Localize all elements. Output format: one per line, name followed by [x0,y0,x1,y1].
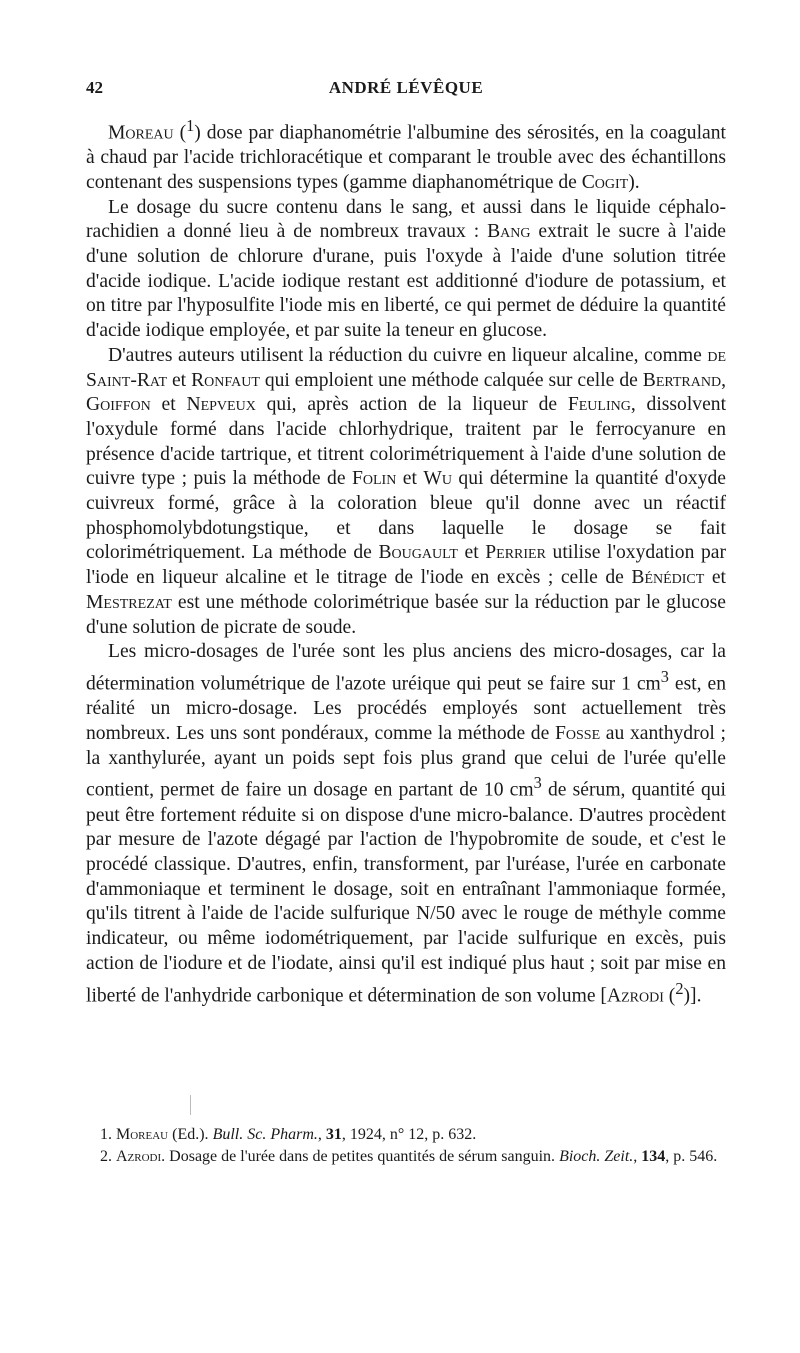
text-run: ). [628,171,640,193]
author-name: Ronfaut [191,369,260,391]
footnotes [86,1124,726,1168]
text-run: qui détermine la quantité d'oxyde cuivreux formé, grâce à la coloration bleue qu'il donne avec un réactif phosphomolybdotungstique, et dans laquelle le dosage se fait colorimétriquement. La méthode de [86,468,727,564]
text-run: et [704,567,726,589]
text-run: , [633,1148,642,1165]
paragraph [86,114,726,196]
author-name: Bertrand [642,369,722,391]
text-run: Bioch. Zeit. [559,1148,634,1165]
text-run: est une méthode colorimétrique basée sur la réduction par le glucose d'une solution de picrate de soude. [86,591,726,638]
text-run: ( [173,122,187,144]
author-name: Bougault [378,542,458,564]
author-name: Moreau [116,1126,169,1143]
author-name: Azrodi [606,985,664,1007]
text-run: qui, après action de la liqueur de [255,394,568,416]
paragraph [86,196,726,344]
footnote-ref: 3 [660,667,669,686]
text-run: , [317,1126,326,1143]
author-name: Mestrezat [86,591,172,613]
body-text [86,114,726,1009]
page-header [86,78,726,102]
text-run: qui emploient une méthode calquée sur celle de [259,369,643,391]
text-run: , [721,369,727,391]
text-run: et [457,542,486,564]
author-name: Cogit [581,171,629,193]
paragraph [86,344,726,640]
text-run: de sérum, quantité qui peut être fortement réduite si on dispose d'une micro-balance. D'autres procèdent par mesure de l'azote dégagé par l'action de l'hypobromite de soude, et c'est le procédé classique. D'autres, enfin, transforment, par l'uréase, l'urée en carbonate d'ammoniaque et terminent le dosage, soit en entraînant l'ammoniaque formée, qu'ils titrent à l'aide de l'acide sulfurique N/50 avec le rouge de méthyle comme indicateur, ou même iodométriquement, par l'acide sulfurique en excès, puis action de l'iodure et de l'iodate, ainsi qu'il est indiqué plus haut ; soit par mise en liberté de l'anhydride carbonique et détermination de son volume [ [86,779,726,1007]
text-run: , p. 546. [665,1148,718,1165]
author-name: Fosse [554,722,601,744]
author-name: Folin [351,468,397,490]
author-name: Moreau [108,122,174,144]
text-run: 134 [641,1148,666,1165]
text-run: 2. [100,1148,116,1165]
running-title: ANDRÉ LÉVÊQUE [328,78,484,97]
text-run: au xanthydrol ; la xanthylurée, ayant un poids sept fois plus grand que celui de l'urée qu'elle contient, permet de faire un dosage en partant de 10 cm [86,722,726,801]
page-number: 42 [86,78,103,97]
text-run: est, en réalité un micro-dosage. Les procédés employés sont actuellement très nombreux. Les uns sont pondéraux, comme la méthode de [86,673,726,744]
text-run: , 1924, n° 12, p. 632. [341,1126,477,1143]
author-name: Feuling [567,394,631,416]
footnote-ref: 3 [533,773,542,793]
text-run: 31 [325,1126,342,1143]
author-name: Perrier [485,542,546,564]
text-run: et [150,394,187,416]
scan-mark [190,1095,191,1115]
text-run: . Dosage de l'urée dans de petites quantités de sérum sanguin. [161,1148,560,1165]
text-run: extrait le sucre à l'aide d'une solution de chlorure d'urane, puis l'oxyde à l'aide d'une solution titrée d'acide iodique. L'acide iodique restant est additionné d'iodure de potassium, et on titre par l'hyposulfite l'iode mis en liberté, ce qui permet de déduire la quantité d'acide iodique employée, et par suite la teneur en glucose. [86,221,726,342]
paragraph [86,640,726,1008]
footnote [86,1146,726,1168]
author-name: de Saint-Rat [86,344,726,391]
author-name: Wu [423,468,452,490]
text-run: Bull. Sc. Pharm. [212,1126,318,1143]
footnote-ref: 2 [675,978,684,998]
text-run: D'autres auteurs utilisent la réduction du cuivre en liqueur alcaline, comme [108,344,708,366]
footnote [86,1124,726,1146]
author-name: Bang [487,221,531,243]
author-name: Nepveux [186,394,256,416]
author-name: Goiffon [86,394,151,416]
text-run: ( [663,985,676,1007]
text-run: )]. [683,985,702,1007]
text-run: et [167,369,192,391]
author-name: Azrodi [116,1148,162,1165]
text-run: et [396,468,424,490]
text-run: (Ed.). [168,1126,213,1143]
author-name: Bénédict [631,567,705,589]
text-run: Les micro-dosages de l'urée sont les plus anciens des micro-dosages, car la détermination volumétrique de l'azote uréique qui peut se faire sur 1 cm [86,641,726,695]
text-run: 1. [100,1126,116,1143]
text-run: utilise l'oxydation par l'iode en liqueur alcaline et le titrage de l'iode en excès ; celle de [86,542,726,589]
footnote-ref: 1 [186,116,195,135]
text-run: , dissolvent l'oxydule formé dans l'acide chlorhydrique, traitent par le ferrocyanure en présence d'acide tartrique, et titrent colorimétriquement à l'aide d'une solution de cuivre type ; puis la méthode de [86,394,727,490]
text-run: Le dosage du sucre contenu dans le sang, et aussi dans le liquide céphalo-rachidien a donné lieu à de nombreux travaux : [86,196,726,243]
text-run: ) dose par diaphanométrie l'albumine des sérosités, en la coagulant à chaud par l'acide trichloracétique et comparant le trouble avec des échantillons contenant des suspensions types (gamme diaphanométrique de [86,122,726,193]
